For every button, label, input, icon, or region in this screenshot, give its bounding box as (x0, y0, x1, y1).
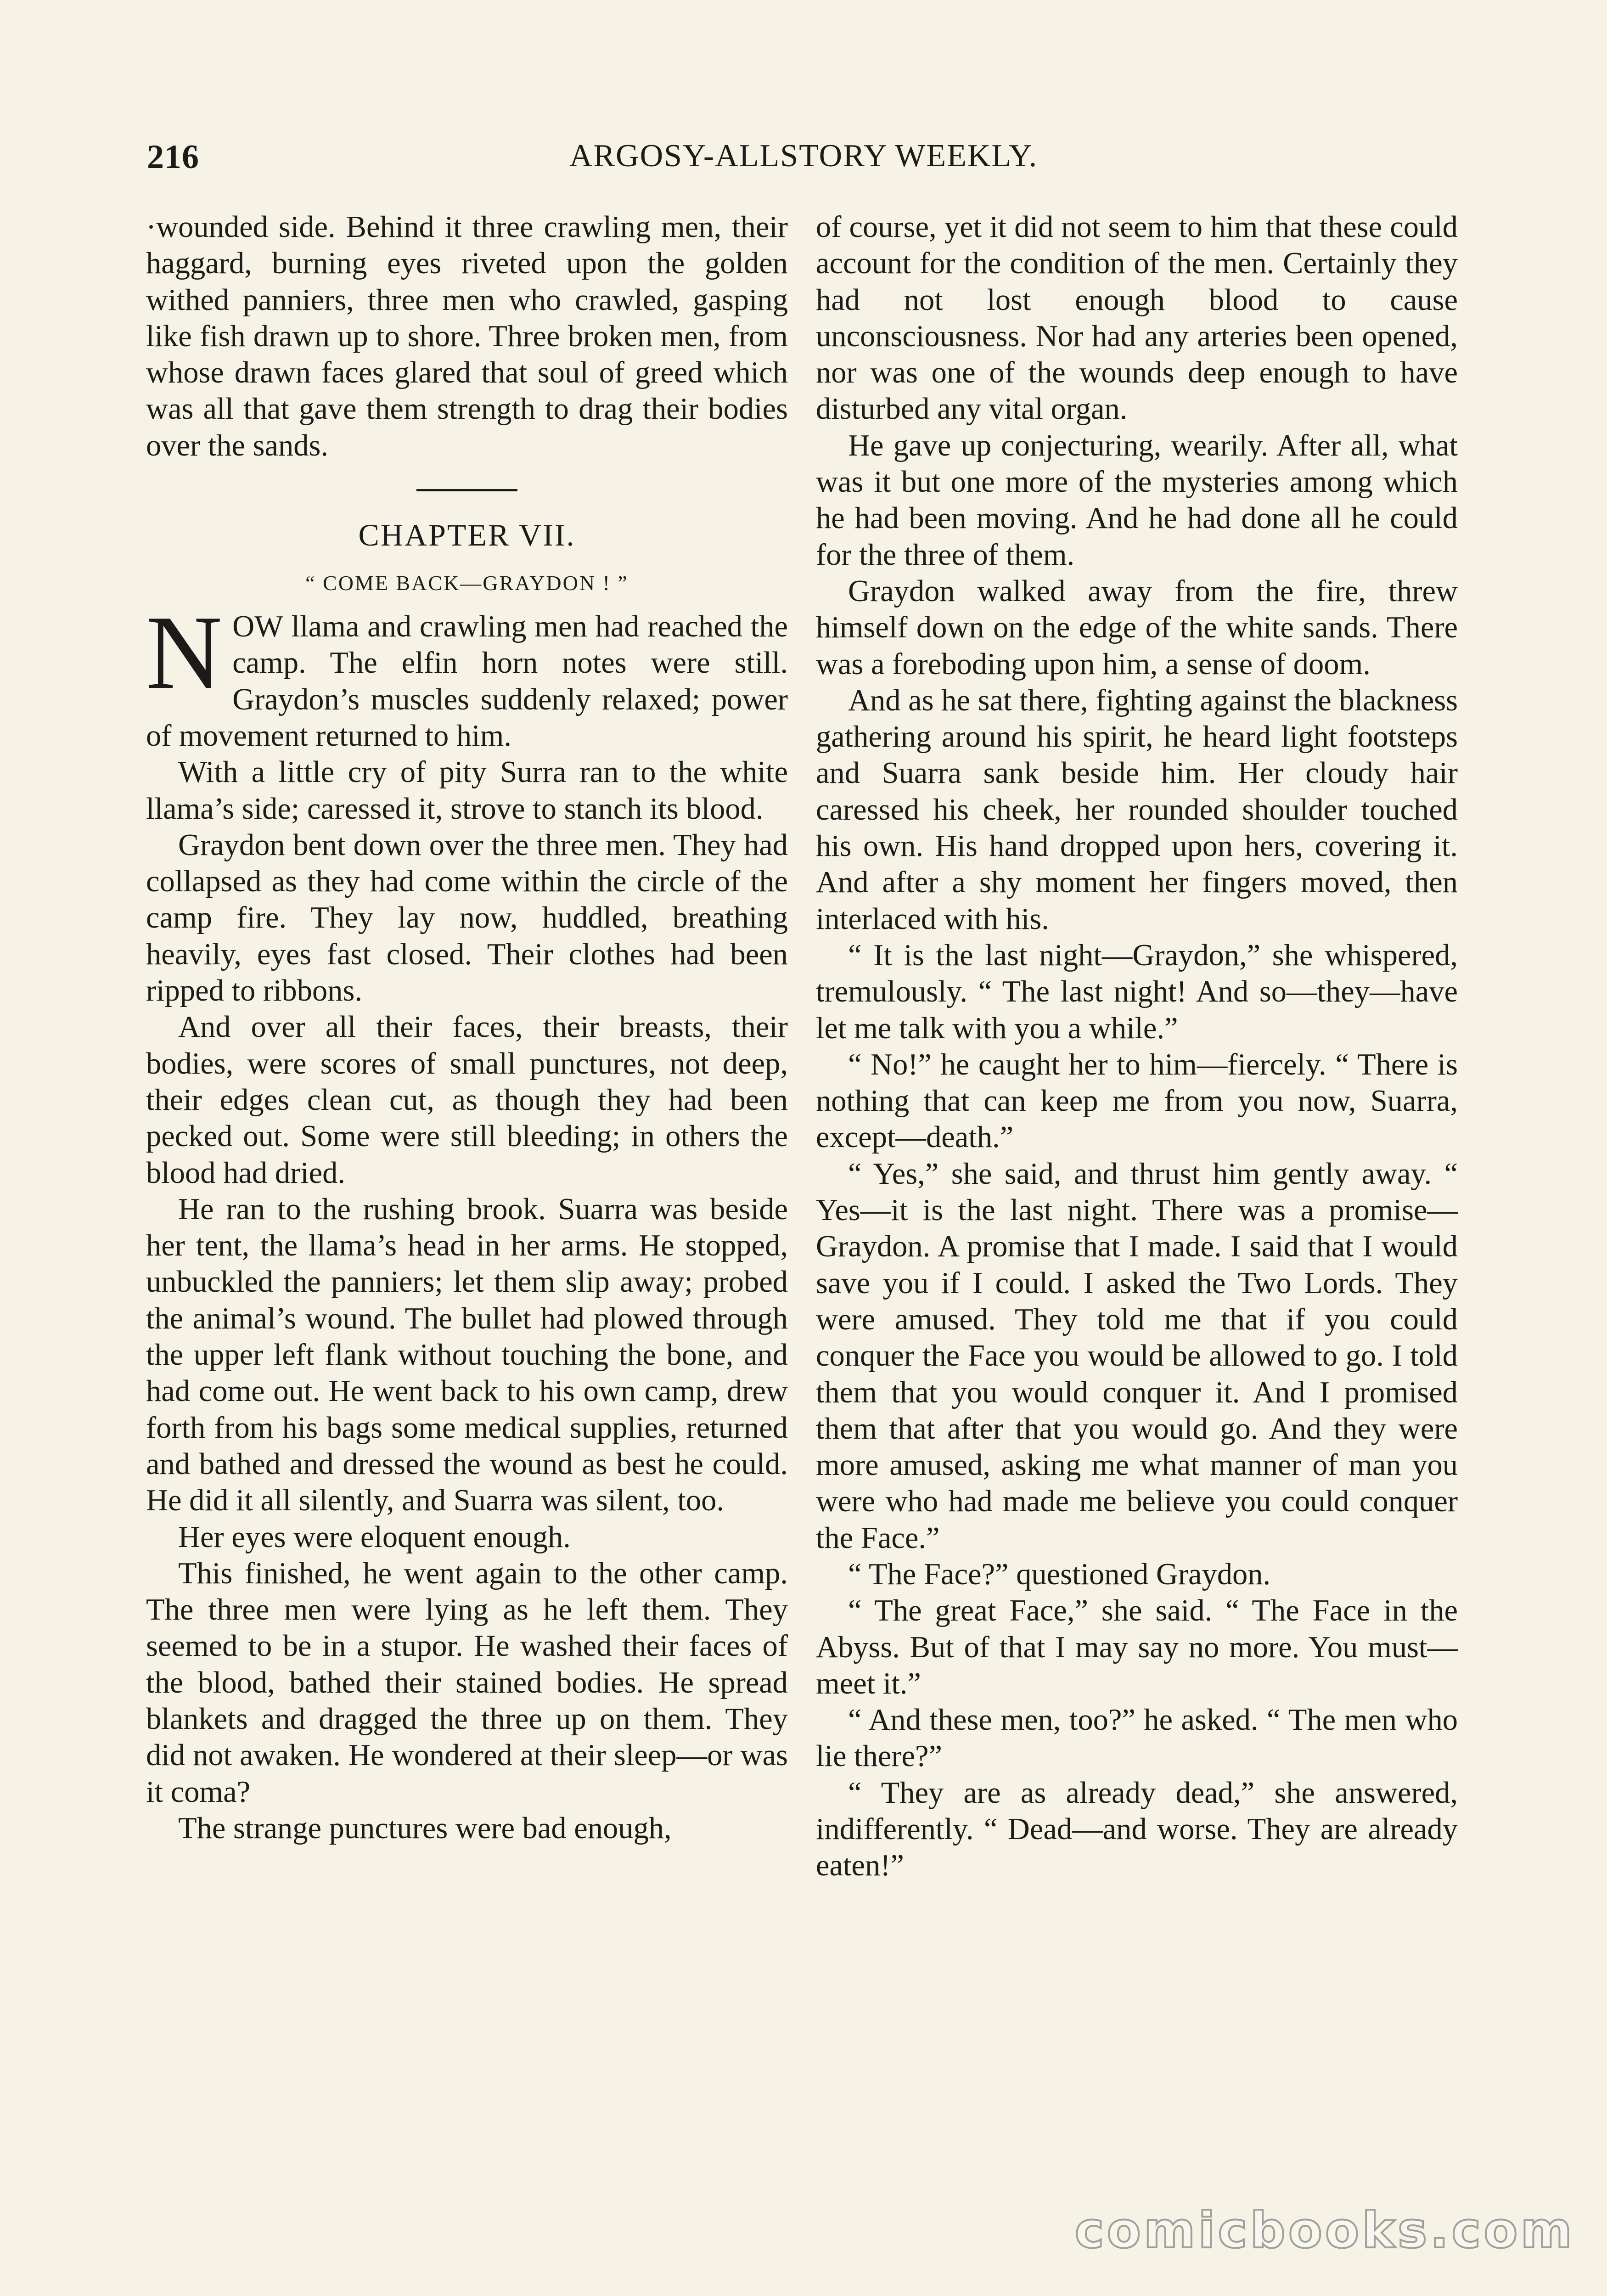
paragraph: “ They are as already dead,” she answered, indifferently. “ Dead—and worse. They are already eaten!” (816, 1776, 1458, 1883)
paragraph: With a little cry of pity Surra ran to the white llama’s side; caressed it, strove to stanch its blood. (146, 755, 788, 826)
running-head: ARGOSY-ALLSTORY WEEKLY. (569, 138, 1038, 174)
opening-lead-word: OW (232, 610, 283, 644)
paragraph: And as he sat there, fighting against the blackness gathering around his spirit, he heard light footsteps and Suarra sank beside him. Her cloudy hair caressed his cheek, her rounded shoulder touched his own. His hand dropped upon hers, covering it. And after a shy moment her fingers moved, then interlaced with his. (816, 683, 1458, 936)
paragraph: He gave up conjecturing, wearily. After all, what was it but one more of the mysteries among which he had been moving. And he had done all he could for the three of them. (816, 428, 1458, 572)
paragraph: of course, yet it did not seem to him that these could account for the condition of the men. Certainly they had not lost enough blood to cause unconsciousness. Nor had any arteries been opened, nor was one of the wounds deep enough to have disturbed any vital organ. (816, 210, 1458, 426)
section-divider (416, 489, 517, 491)
paragraph: Her eyes were eloquent enough. (178, 1520, 571, 1554)
paragraph: ·wounded side. Behind it three crawling men, their haggard, burning eyes riveted upon the golden withed panniers, three men who crawled, gasping like fish drawn up to shore. Three broken men, from whose drawn faces glared that soul of greed which was all that gave them strength to drag their bodies over the sands. (146, 210, 788, 462)
chapter-title: CHAPTER VII. (358, 518, 576, 553)
paragraph: “ Yes,” she said, and thrust him gently away. “ Yes—it is the last night. There was a promise—Graydon. A promise that I made. I said that I would save you if I could. I asked the Two Lords. They were amused. They told me that if you could conquer the Face you would be allowed to go. I told them that you would conquer it. And I promised them that after that you would go. And they were more amused, asking me what manner of man you were who had made me believe you could conquer the Face.” (816, 1157, 1458, 1555)
paragraph: And over all their faces, their breasts, their bodies, were scores of small punctures, not deep, their edges clean cut, as though they had been pecked out. Some were still bleeding; in others the blood had dried. (146, 1010, 788, 1190)
paragraph: “ And these men, too?” he asked. “ The men who lie there?” (816, 1703, 1458, 1773)
opening-text: llama and crawling men had reached the camp. The elfin horn notes were still. Graydon’s muscles suddenly relaxed; power of movement returned to him. (146, 610, 788, 753)
paragraph: “ The Face?” questioned Graydon. (848, 1557, 1271, 1591)
paragraph: “ It is the last night—Graydon,” she whispered, tremulously. “ The last night! And so—they—have let me talk with you a while.” (816, 938, 1458, 1045)
paragraph: The strange punctures were bad enough, (178, 1811, 672, 1845)
left-column (146, 209, 788, 1846)
paragraph: Graydon walked away from the fire, threw himself down on the edge of the white sands. There was a foreboding upon him, a sense of doom. (816, 574, 1458, 681)
page-number: 216 (147, 138, 199, 176)
right-column (816, 209, 1458, 1884)
opening-paragraph (146, 594, 788, 754)
watermark: comicbooks.com (1074, 2202, 1575, 2259)
page-header (147, 138, 1460, 188)
paragraph: “ No!” he caught her to him—fiercely. “ There is nothing that can keep me from you now, Suarra, except—death.” (816, 1047, 1458, 1154)
paragraph: This finished, he went again to the other camp. The three men were lying as he left them. They seemed to be in a stupor. He washed their faces of the blood, bathed their stained bodies. He spread blankets and dragged the three up on them. They did not awaken. He wondered at their sleep—or was it coma? (146, 1556, 788, 1809)
drop-cap: N (146, 594, 223, 711)
paragraph: Graydon bent down over the three men. They had collapsed as they had come within the circle of the camp fire. They lay now, huddled, breathing heavily, eyes fast closed. Their clothes had been ripped to ribbons. (146, 828, 788, 1008)
paragraph: He ran to the rushing brook. Suarra was beside her tent, the llama’s head in her arms. He stopped, unbuckled the panniers; let them slip away; probed the animal’s wound. The bullet had plowed through the upper left flank without touching the bone, and had come out. He went back to his own camp, drew forth from his bags some medical supplies, returned and bathed and dressed the wound as best he could. He did it all silently, and Suarra was silent, too. (146, 1192, 788, 1518)
paragraph: “ The great Face,” she said. “ The Face in the Abyss. But of that I may say no more. You must—meet it.” (816, 1594, 1458, 1700)
chapter-subtitle: “ COME BACK—GRAYDON ! ” (305, 571, 629, 595)
